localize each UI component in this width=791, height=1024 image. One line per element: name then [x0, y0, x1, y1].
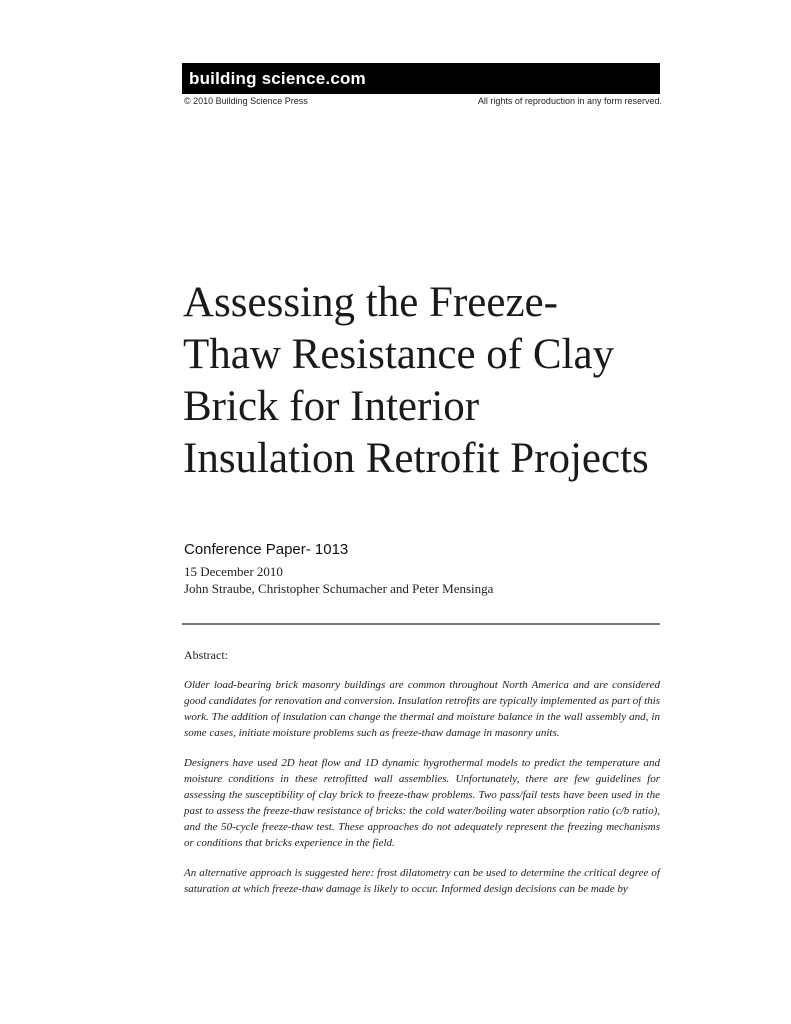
brand-banner-text: building science.com	[189, 69, 366, 88]
copyright-text: © 2010 Building Science Press	[184, 96, 308, 106]
section-divider	[182, 623, 660, 625]
abstract-body	[184, 677, 660, 911]
document-title: Assessing the Freeze-Thaw Resistance of Clay Brick for Interior Insulation Retrofit Projects	[183, 279, 649, 482]
document-date: 15 December 2010	[184, 564, 283, 579]
brand-banner	[182, 63, 660, 94]
abstract-paragraph: Older load-bearing brick masonry buildings are common throughout North America and are considered good candidates for renovation and conversion. Insulation retrofits are typically implemented as part of this work. The addition of insulation can change the thermal and moisture balance in the wall assembly and, in some cases, initiate moisture problems such as freeze-thaw damage in masonry units.	[184, 679, 660, 739]
document-authors: John Straube, Christopher Schumacher and Peter Mensinga	[184, 581, 494, 596]
abstract-heading: Abstract:	[184, 648, 228, 662]
abstract-paragraph: Designers have used 2D heat flow and 1D dynamic hygrothermal models to predict the temperature and moisture conditions in these retrofitted wall assemblies. Unfortunately, there are few guidelines for assessing the susceptibility of clay brick to freeze-thaw problems. Two pass/fail tests have been used in the past to assess the freeze-thaw resistance of bricks: the cold water/boiling water absorption ratio (c/b ratio), and the 50-cycle freeze-thaw test. These approaches do not adequately represent the freezing mechanisms or conditions that bricks experience in the field.	[184, 757, 660, 849]
document-subtitle: Conference Paper- 1013	[184, 541, 349, 558]
abstract-paragraph: An alternative approach is suggested here: frost dilatometry can be used to determine the critical degree of saturation at which freeze-thaw damage is likely to occur. Informed design decisions can be made by	[184, 867, 660, 895]
rights-text: All rights of reproduction in any form reserved.	[477, 96, 662, 106]
